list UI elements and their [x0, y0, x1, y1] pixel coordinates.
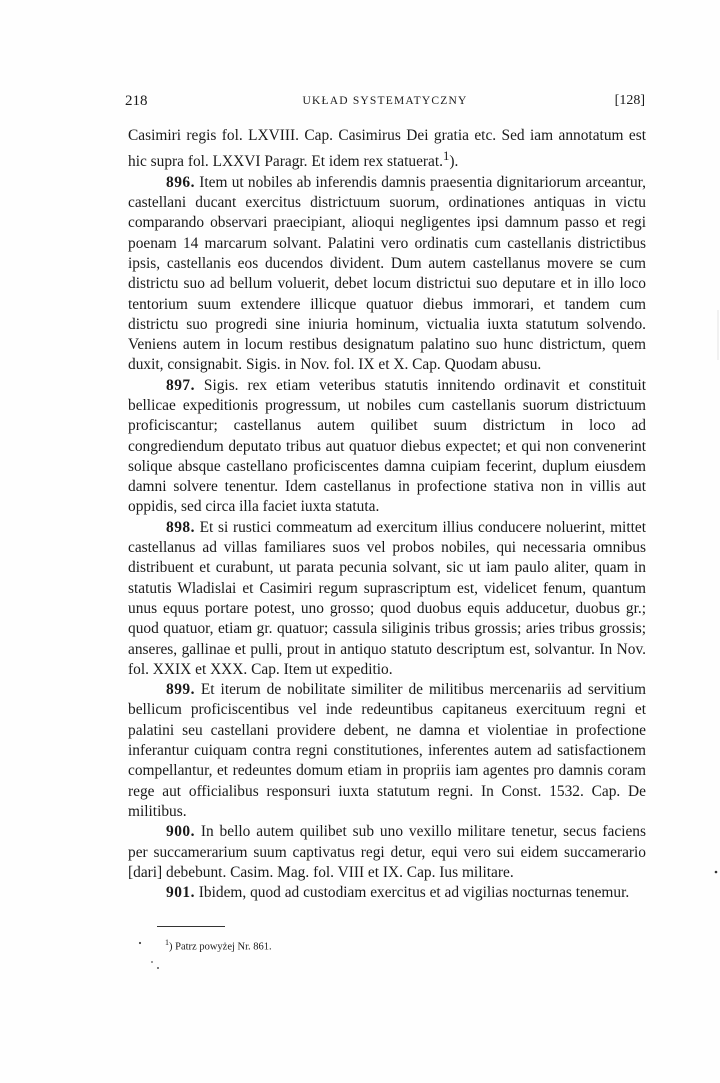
- intro-text-end: ).: [449, 153, 459, 171]
- paragraph-number: 899.: [166, 681, 195, 699]
- paragraph-901: [128, 883, 646, 903]
- section-number: [128]: [614, 93, 645, 108]
- paragraph-text: Ibidem, quod ad custodiam exercitus et ad vigilias nocturnas tenemur.: [198, 884, 630, 902]
- footnote-marker: 1: [165, 938, 169, 947]
- speck: [139, 942, 141, 944]
- speck: [157, 967, 159, 969]
- paragraph-899: [128, 680, 646, 822]
- page-header: [125, 93, 645, 115]
- footnote-divider: [157, 926, 225, 927]
- paragraph-897: [128, 376, 646, 518]
- running-title: UKŁAD SYSTEMATYCZNY: [302, 95, 468, 107]
- page-number: 218: [125, 93, 148, 109]
- paragraph-text: Et si rustici commeatum ad exercitum illius conducere noluerint, mittet castellanus ad villas familiares suos vel probos nobiles, qui necessaria omnibus distribuent et curabunt, ut parata pecunia solvant, sic ut iam paulo aliter, quam in statutis Wladislai et Casimiri regum suprascriptum est, videlicet fenum, quantum unus equus portare potest, uno grosso; quod duobus equis adducetur, duobus gr.; quod quatuor, etiam gr. quatuor; cassula siliginis tribus grossis; aries tribus grossis; anseres, gallinae et pulli, prout in antiquo statuto descriptum est, solvantur. In Nov. fol. XXIX et XXX. Cap. Item ut expeditio.: [128, 518, 646, 678]
- speck: [151, 961, 153, 963]
- paragraph-number: 897.: [166, 376, 195, 394]
- footnote: [165, 938, 272, 953]
- paragraph-text: In bello autem quilibet sub uno vexillo militare tenetur, secus faciens per succamerarium suum captivatus regi detur, equi vero sui eidem succamerario [dari] debebunt. Casim. Mag. fol. VIII et IX. Cap. Ius militare.: [128, 823, 646, 881]
- paragraph-number: 898.: [166, 518, 195, 536]
- intro-text: Casimiri regis fol. LXVIII. Cap. Casimirus Dei gratia etc. Sed iam annotatum est hic supra fol. LXXVI Paragr. Et idem rex statuerat.: [128, 127, 646, 171]
- intro-paragraph: [128, 126, 646, 173]
- paragraph-number: 901.: [166, 884, 195, 902]
- paragraph-text: Sigis. rex etiam veteribus statutis innitendo ordinavit et constituit bellicae expeditionis progressum, ut nobiles cum castellanis suorum districtuum proficiscantur; castellanus autem quilibet suum districtum in loco ad congrediendum deputato tribus aut quatuor diebus expectet; et qui non convenerint solique absque castellano proficiscentes damna cuipiam fecerint, duplum eiusdem damni solvere tenentur. Idem castellanus in profectione stativa non in villis aut oppidis, sed circa illa faciet iuxta statuta.: [128, 376, 646, 516]
- footnote-reference: 1: [442, 149, 450, 164]
- paragraph-896: [128, 173, 646, 376]
- paragraph-900: [128, 822, 646, 883]
- paragraph-898: [128, 518, 646, 680]
- body-text: [128, 126, 646, 903]
- speck: [715, 871, 718, 874]
- paragraph-number: 900.: [166, 823, 195, 841]
- footnote-text: ) Patrz powyżej Nr. 861.: [169, 941, 272, 953]
- paragraph-text: Item ut nobiles ab inferendis damnis praesentia dignitariorum arceantur, castellani ducant exercitus districtuum suorum, ordinationes antiquas in victu comparando observari praecipiant, alioqui negligentes ipsi damnum passo et regi poenam 14 marcarum solvant. Palatini vero ordinatis cum castellanis districtibus ipsis, castellanis eos ducendos divident. Dum autem castellanus movere se cum districtu suo ad bellum voluerit, debet locum districtui suo deputare et in illo loco tentorium suum extendere illicque quatuor diebus immorari, et tandem cum districtu suo progredi sine iniuria hominum, victualia iuxta statutum solvendo. Veniens autem in locum restibus designatum palatino suo hunc districtum, quem duxit, consignabit. Sigis. in Nov. fol. IX et X. Cap. Quodam abusu.: [128, 173, 646, 374]
- paragraph-number: 896.: [166, 173, 195, 191]
- paragraph-text: Et iterum de nobilitate similiter de militibus mercenariis ad servitium bellicum proficiscentibus vel inde redeuntibus capitaneus exercituum regni et palatini seu castellani providere debent, ne damna et violentiae in profectione inferantur cuiquam contra regni constitutiones, inferentes autem ad satisfactionem compellantur, et redeuntes domum etiam in propriis iam agentes pro damnis coram rege aut officialibus responsuri iuxta statutum regni. In Const. 1532. Cap. De militibus.: [128, 681, 646, 820]
